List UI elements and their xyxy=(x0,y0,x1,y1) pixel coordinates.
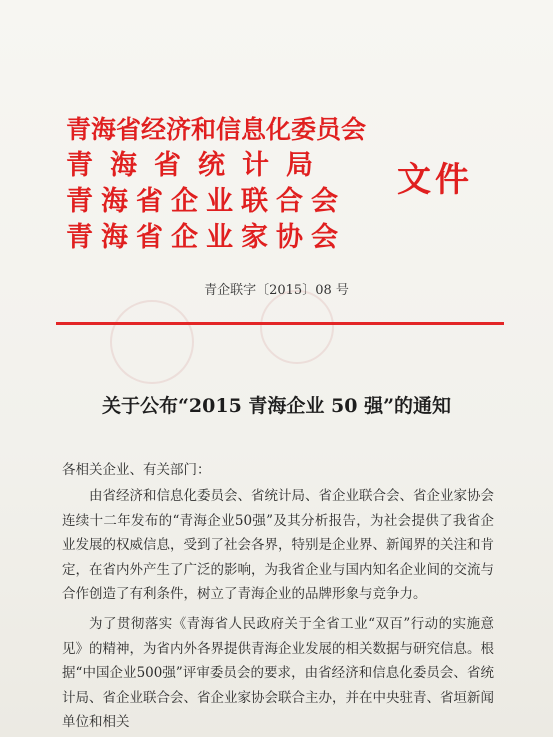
issuer-name: 青海省企业联合会 xyxy=(66,186,346,217)
body-paragraph: 由省经济和信息化委员会、省统计局、省企业联合会、省企业家协会连续十二年发布的“青海企业50强”及其分析报告，为社会提供了我省企业发展的权威信息，受到了社会各界，特别是企业界、新闻界的关注和肯定，在省内外产生了广泛的影响，为我省企业与国内知名企业间的交流与合作创造了有利条件，树立了青海企业的品牌形象与竞争力。 xyxy=(62,488,494,602)
faint-seal-mark xyxy=(110,300,194,384)
notice-title: 关于公布“2015 青海企业 50 强”的通知 xyxy=(101,395,452,417)
issuer-name: 青海省统计局 xyxy=(66,150,330,181)
red-header-rule xyxy=(56,322,504,325)
issuer-name: 青海省经济和信息化委员会 xyxy=(66,115,367,144)
document-type-label: 文件 xyxy=(397,160,473,200)
salutation: 各相关企业、有关部门： xyxy=(62,462,211,478)
issuing-authorities xyxy=(66,112,396,256)
issuer-name: 青海省企业家协会 xyxy=(66,222,346,253)
faint-seal-mark xyxy=(260,290,334,364)
document-number: 青企联字〔2015〕08 号 xyxy=(204,283,349,298)
body-paragraph: 为了贯彻落实《青海省人民政府关于全省工业“双百”行动的实施意见》的精神，为省内外各界提供青海企业发展的相关数据与研究信息。根据“中国企业500强”评审委员会的要求，由省经济和信息化委员会、省统计局、省企业联合会、省企业家协会联合主办，并在中央驻青、省垣新闻单位和相关 xyxy=(62,616,494,730)
